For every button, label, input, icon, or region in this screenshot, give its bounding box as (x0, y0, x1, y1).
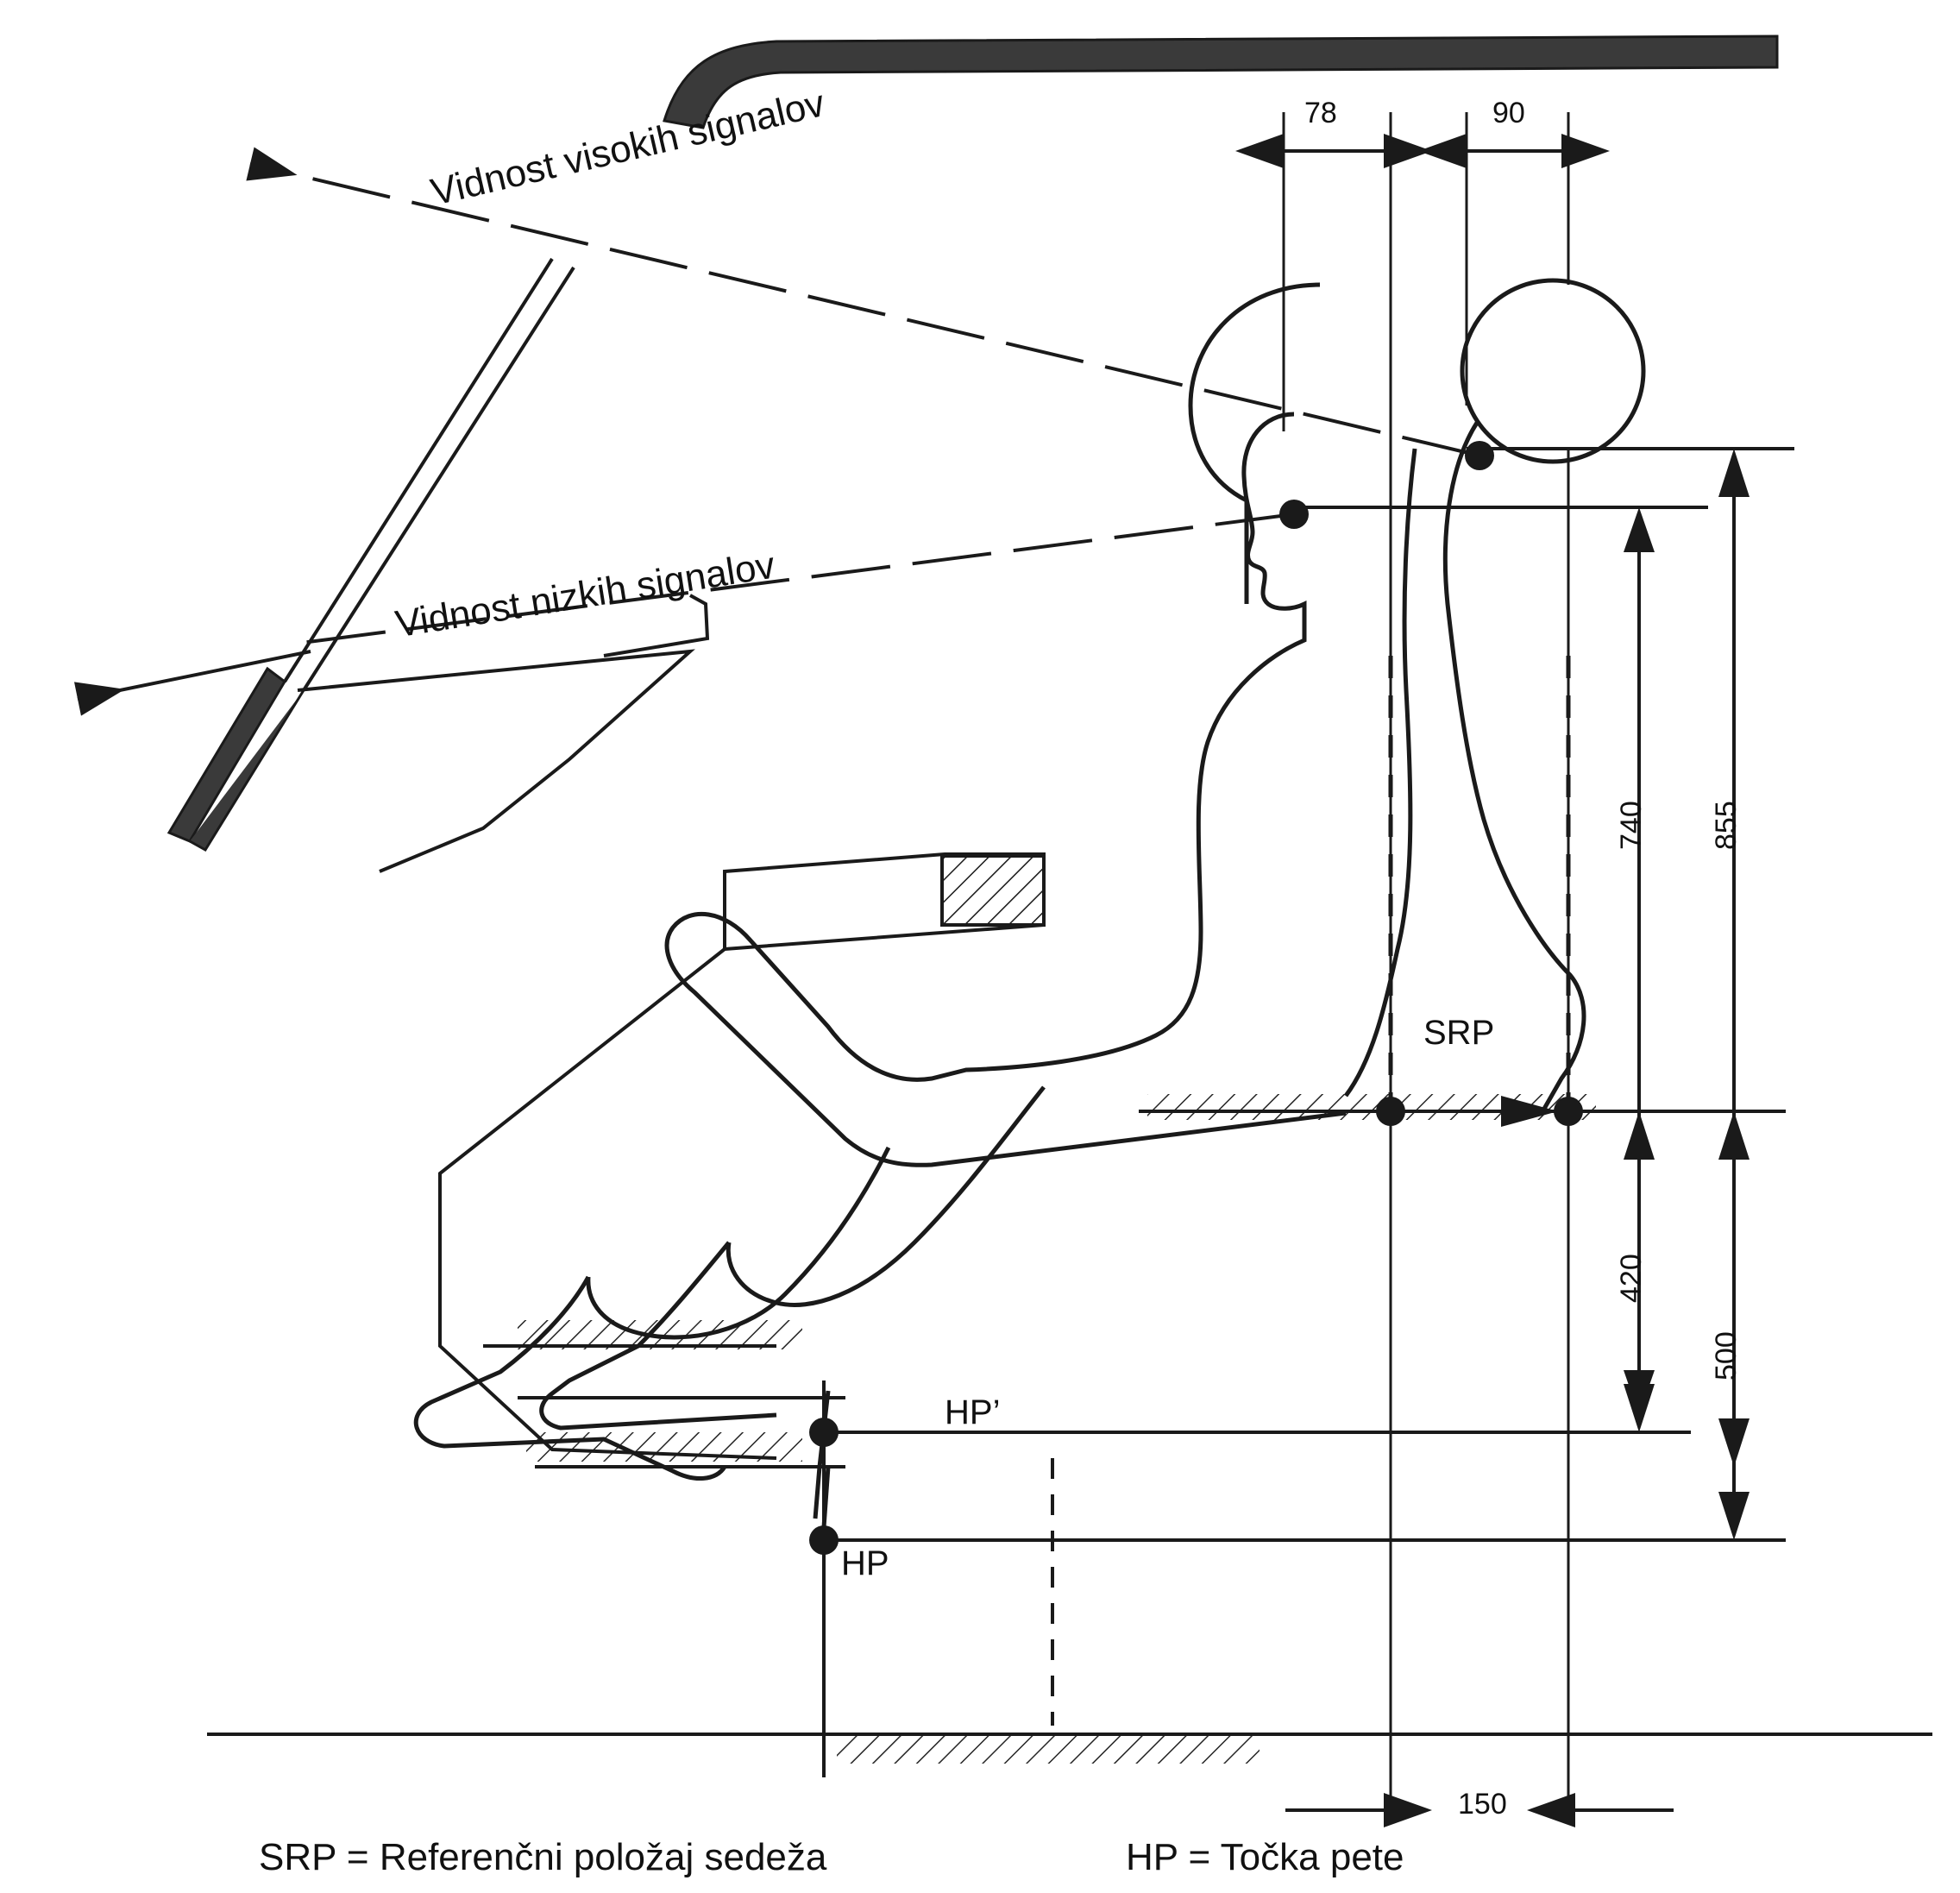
hp-prime-marker (809, 1418, 839, 1447)
key-point-markers (809, 441, 1583, 1555)
dimension-label-420: 420 (1615, 1254, 1648, 1303)
sight-ray-low (78, 514, 1294, 699)
hatched-ground-bands (518, 1094, 1596, 1764)
hp-marker (809, 1525, 839, 1555)
dimension-label-150: 150 (1458, 1788, 1507, 1821)
ray-label-low: Vidnost nizkih signalov (393, 544, 778, 646)
eye-point-low (1279, 500, 1309, 529)
point-label-srp: SRP (1423, 1014, 1495, 1052)
point-label-hp: HP (841, 1544, 889, 1582)
mirror-arm-assembly (169, 259, 707, 871)
legend-hp: HP = Točka pete (1126, 1836, 1404, 1878)
dimension-label-78: 78 (1304, 97, 1337, 129)
point-label-hp-prime: HP’ (945, 1393, 1001, 1431)
reference-lines (207, 449, 1932, 1734)
dimension-label-500: 500 (1710, 1331, 1743, 1380)
dimension-500 (1718, 1111, 1750, 1540)
legend-srp: SRP = Referenčni položaj sedeža (259, 1836, 827, 1878)
srp-rear-marker (1554, 1097, 1583, 1126)
dimension-label-855: 855 (1710, 801, 1743, 850)
dimension-label-740: 740 (1615, 801, 1648, 850)
roof-rail (664, 36, 1777, 128)
ray-label-high: Vidnost visokih signalov (427, 82, 829, 214)
dimension-label-90: 90 (1492, 97, 1525, 129)
srp-marker (1376, 1097, 1405, 1126)
dimension-740 (757, 507, 1655, 1415)
eye-point-high (1465, 441, 1494, 470)
